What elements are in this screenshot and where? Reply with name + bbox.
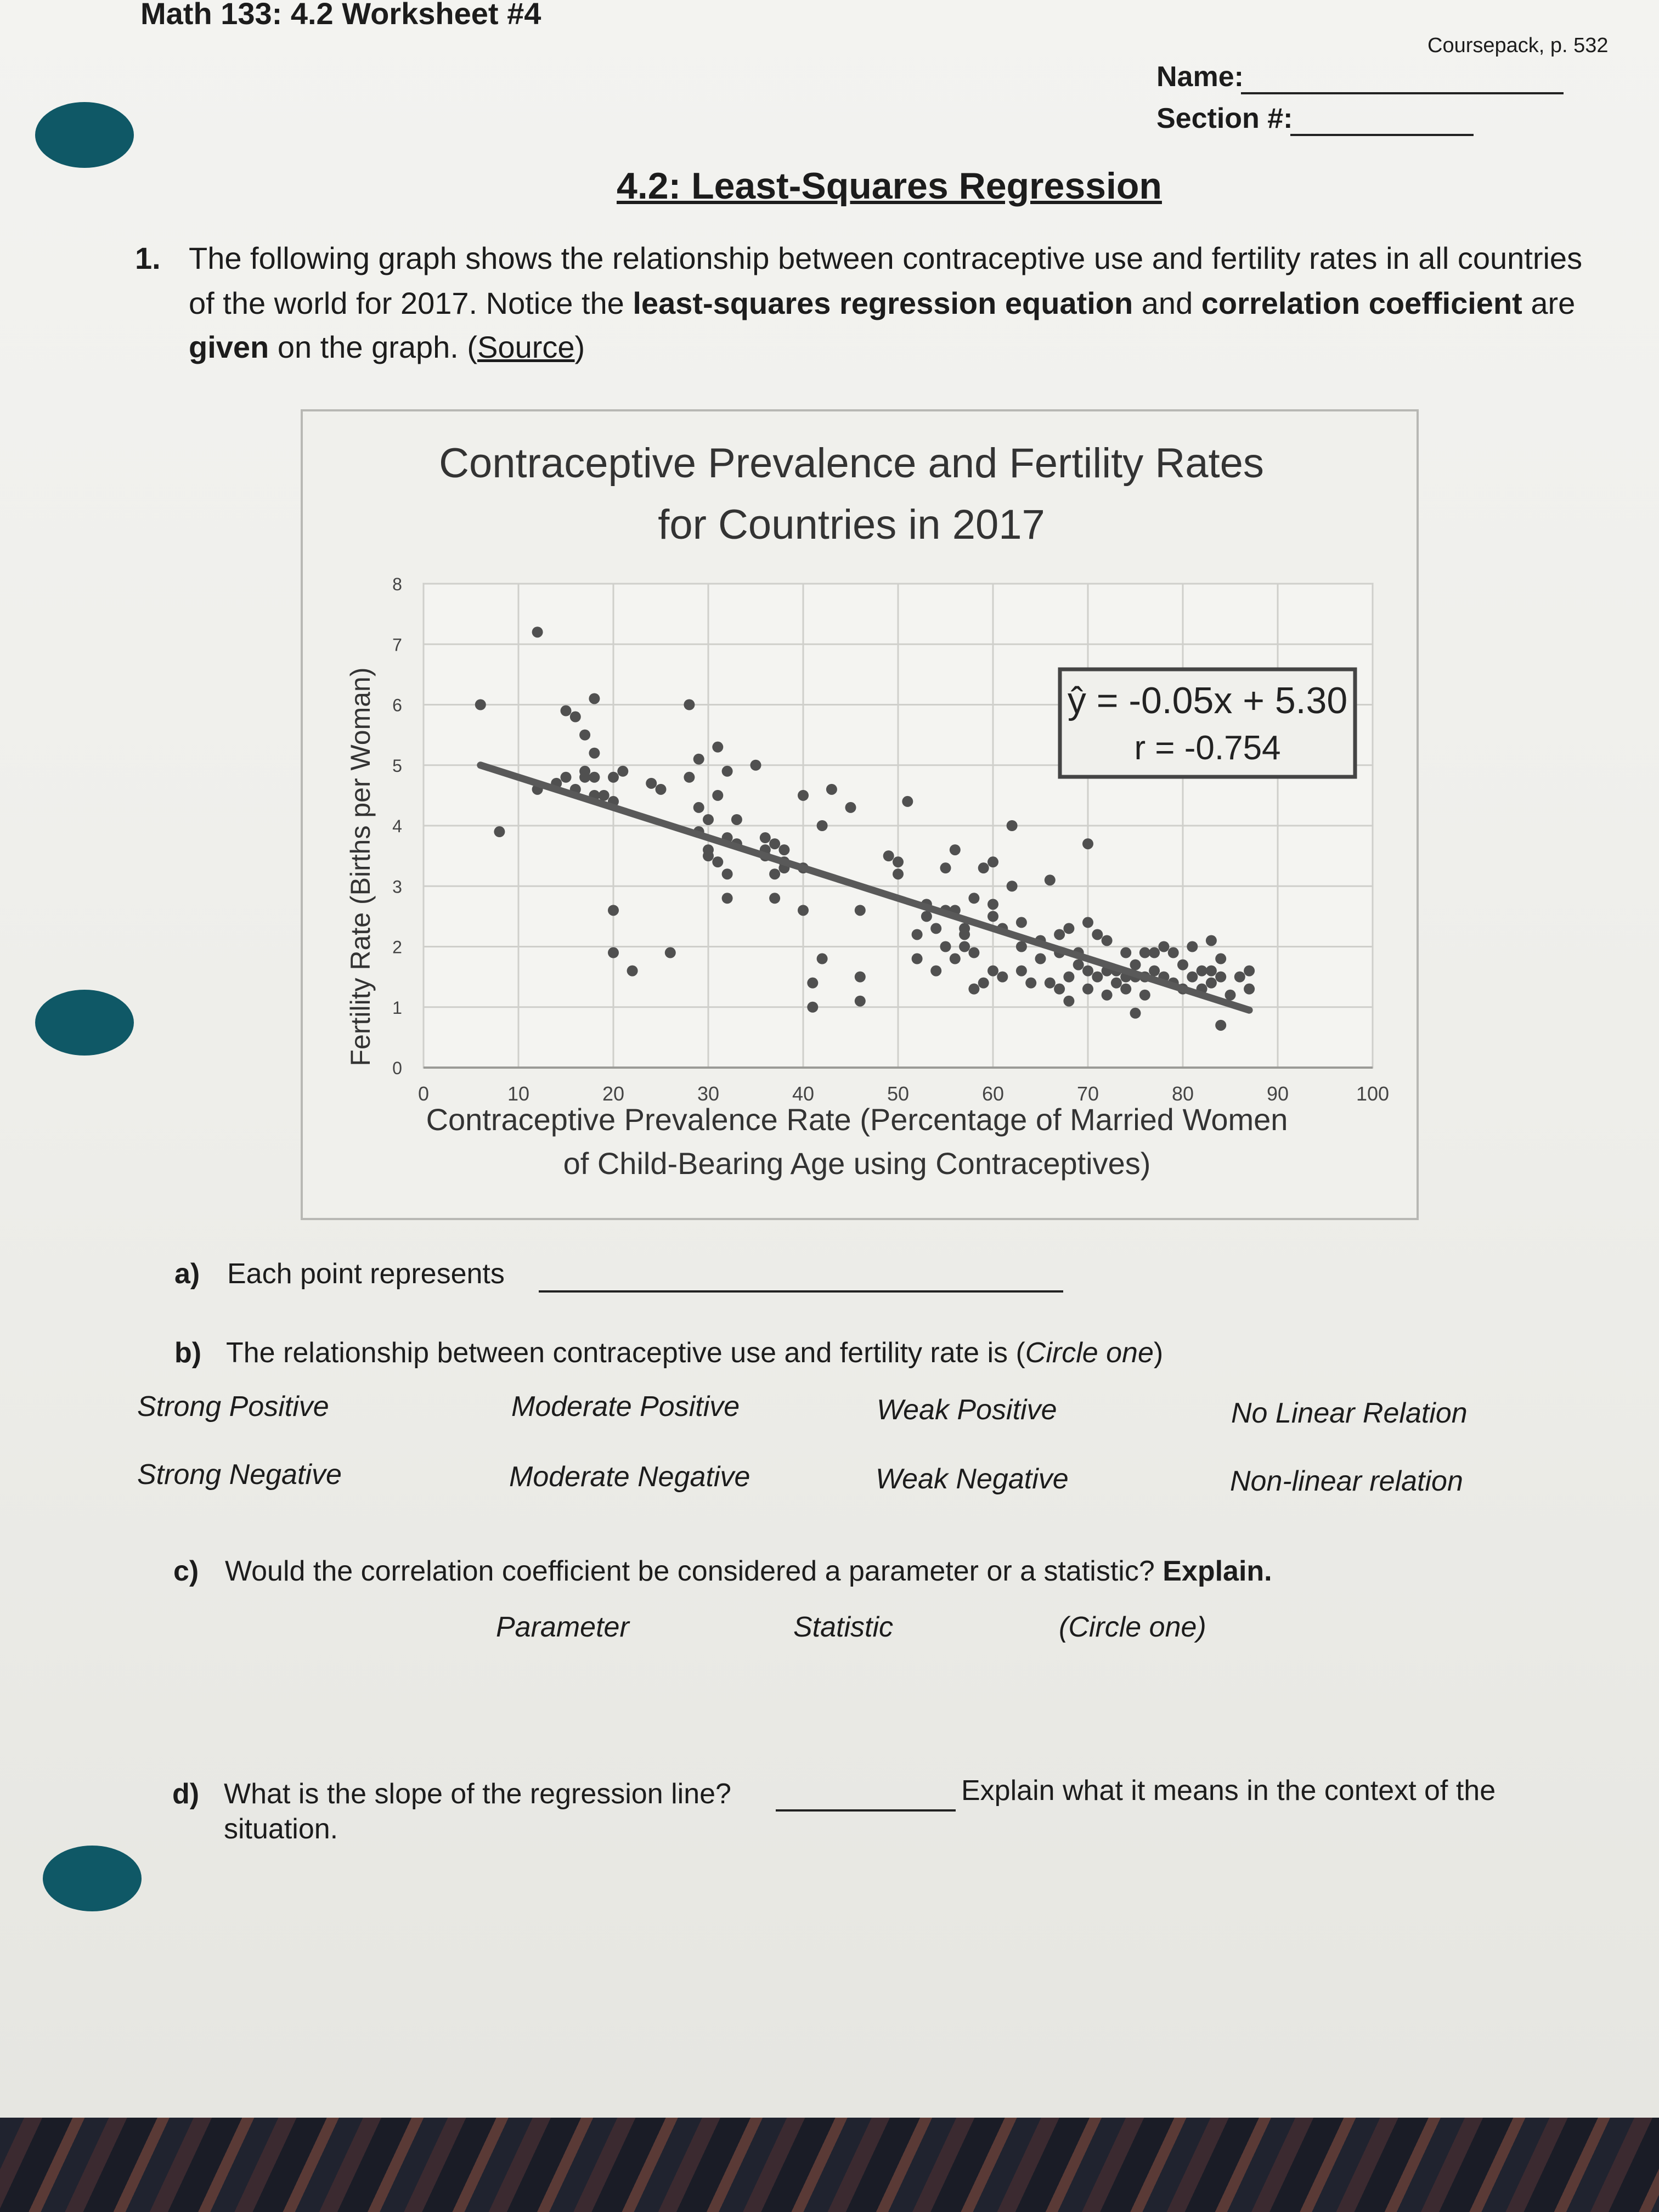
data-point	[1092, 929, 1103, 940]
data-point	[807, 978, 818, 989]
source-link[interactable]: Source	[477, 330, 575, 364]
explain-term: Explain.	[1163, 1555, 1272, 1587]
data-point	[475, 699, 486, 710]
data-point	[703, 814, 714, 825]
data-point	[1168, 947, 1179, 958]
data-point	[1007, 820, 1018, 831]
data-point	[807, 1002, 818, 1013]
question1-text: on the graph. (	[269, 330, 478, 364]
data-point	[1082, 838, 1093, 849]
question-b-label: b)	[174, 1337, 202, 1369]
circle-one-note: (Circle one)	[1059, 1611, 1206, 1643]
hole-punch	[35, 102, 134, 168]
y-tick-label: 3	[392, 877, 402, 897]
data-point	[656, 784, 667, 795]
data-point	[599, 790, 610, 801]
question-c-label: c)	[173, 1555, 199, 1587]
page-title: 4.2: Least-Squares Regression	[617, 165, 1162, 207]
data-point	[769, 893, 780, 904]
x-tick-label: 50	[887, 1082, 910, 1105]
scatter-chart	[301, 409, 1419, 1220]
data-point	[1206, 966, 1217, 977]
question-c-main: Would the correlation coefficient be considered a parameter or a statistic?	[225, 1555, 1163, 1587]
data-point	[1073, 960, 1084, 970]
data-point	[617, 766, 628, 777]
data-point	[893, 856, 904, 867]
data-point	[751, 760, 761, 771]
data-point	[950, 953, 961, 964]
data-point	[1149, 966, 1160, 977]
given-term: given	[189, 330, 269, 364]
question-b-main: The relationship between contraceptive use and fertility rate is (	[226, 1337, 1025, 1369]
data-point	[722, 868, 733, 879]
option-no-linear-relation[interactable]: No Linear Relation	[1231, 1397, 1468, 1429]
y-tick-label: 2	[392, 937, 402, 957]
x-tick-label: 70	[1076, 1082, 1099, 1105]
question-a-text: Each point represents	[227, 1258, 505, 1290]
x-tick-label: 40	[792, 1082, 815, 1105]
data-point	[561, 772, 572, 783]
hole-punch	[43, 1846, 142, 1911]
question-d-text-cont: situation.	[224, 1813, 338, 1845]
x-tick-label: 0	[417, 1082, 430, 1105]
data-point	[722, 766, 733, 777]
data-point	[778, 844, 789, 855]
option-weak-positive[interactable]: Weak Positive	[877, 1394, 1057, 1426]
hole-punch	[35, 990, 134, 1056]
data-point	[684, 699, 695, 710]
data-point	[1187, 972, 1198, 983]
data-point	[826, 784, 837, 795]
y-tick-label: 4	[392, 816, 402, 836]
data-point	[570, 712, 581, 723]
option-non-linear-relation[interactable]: Non-linear relation	[1230, 1465, 1463, 1497]
data-point	[988, 966, 998, 977]
data-point	[997, 972, 1008, 983]
regression-equation: ŷ = -0.05x + 5.30	[1067, 680, 1348, 721]
data-point	[693, 754, 704, 765]
data-point	[1102, 935, 1113, 946]
coursepack-reference: Coursepack, p. 532	[1427, 34, 1609, 57]
data-point	[1025, 978, 1036, 989]
data-point	[798, 905, 809, 916]
data-point	[1054, 929, 1065, 940]
data-point	[1016, 941, 1027, 952]
x-tick-label: 10	[507, 1082, 530, 1105]
correlation-coefficient: r = -0.754	[1134, 729, 1281, 767]
data-point	[968, 893, 979, 904]
data-point	[769, 838, 780, 849]
data-point	[912, 953, 923, 964]
data-point	[893, 868, 904, 879]
data-point	[978, 978, 989, 989]
chart-title-line2: for Countries in 2017	[658, 501, 1045, 548]
data-point	[1215, 953, 1226, 964]
x-tick-label: 80	[1171, 1082, 1194, 1105]
data-point	[1054, 984, 1065, 995]
data-point	[1082, 966, 1093, 977]
y-tick-label: 7	[392, 635, 402, 655]
data-point	[1215, 972, 1226, 983]
data-point	[883, 850, 894, 861]
data-point	[712, 742, 723, 753]
option-statistic[interactable]: Statistic	[793, 1611, 894, 1643]
circle-one-note: Circle one	[1025, 1337, 1154, 1369]
data-point	[1139, 947, 1150, 958]
data-point	[1063, 923, 1074, 934]
data-point	[1063, 996, 1074, 1007]
section-label: Section #:	[1156, 103, 1293, 134]
data-point	[1177, 960, 1188, 970]
data-point	[855, 996, 866, 1007]
data-point	[627, 966, 638, 977]
question-b-text	[226, 1336, 1163, 1369]
data-point	[646, 778, 657, 789]
data-point	[712, 790, 723, 801]
question1-line3	[189, 329, 585, 365]
data-point	[930, 966, 941, 977]
data-point	[579, 730, 590, 741]
x-tick-label: 60	[981, 1082, 1005, 1105]
data-point	[1130, 1008, 1141, 1019]
question1-line2	[189, 285, 1575, 321]
data-point	[940, 941, 951, 952]
data-point	[1206, 935, 1217, 946]
question1-text: of the world for 2017. Notice the	[189, 286, 633, 320]
y-tick-label: 6	[392, 695, 402, 715]
data-point	[693, 802, 704, 813]
answer-a-blank[interactable]	[539, 1290, 1063, 1293]
data-point	[1111, 978, 1122, 989]
data-point	[703, 844, 714, 855]
question-d-label: d)	[172, 1778, 200, 1810]
data-point	[845, 802, 856, 813]
data-point	[1197, 966, 1207, 977]
question-number: 1.	[135, 241, 161, 275]
data-point	[712, 856, 723, 867]
question-c-text	[225, 1555, 1272, 1588]
question-d-explain: Explain what it means in the context of the	[961, 1775, 1496, 1807]
data-point	[1035, 953, 1046, 964]
data-point	[817, 953, 828, 964]
data-point	[1139, 990, 1150, 1001]
data-point	[921, 911, 932, 922]
x-tick-label: 100	[1356, 1082, 1390, 1105]
data-point	[494, 826, 505, 837]
data-point	[1092, 972, 1103, 983]
data-point	[1045, 978, 1056, 989]
option-strong-negative[interactable]: Strong Negative	[137, 1459, 342, 1491]
worksheet-title: Math 133: 4.2 Worksheet #4	[140, 0, 541, 31]
x-axis-label-line2: of Child-Bearing Age using Contraceptives)	[563, 1146, 1151, 1181]
data-point	[1045, 874, 1056, 885]
data-point	[855, 972, 866, 983]
option-moderate-negative[interactable]: Moderate Negative	[509, 1461, 751, 1493]
x-tick-label: 30	[697, 1082, 720, 1105]
data-point	[1234, 972, 1245, 983]
data-point	[608, 947, 619, 958]
data-point	[968, 984, 979, 995]
data-point	[988, 911, 998, 922]
name-label: Name:	[1156, 61, 1244, 93]
data-point	[589, 748, 600, 759]
data-point	[1187, 941, 1198, 952]
data-point	[1007, 881, 1018, 891]
data-point	[988, 899, 998, 910]
data-point	[1244, 966, 1255, 977]
data-point	[988, 856, 998, 867]
option-moderate-positive[interactable]: Moderate Positive	[511, 1391, 740, 1423]
question-a-label: a)	[174, 1258, 200, 1290]
data-point	[1082, 984, 1093, 995]
x-axis-label-line1: Contraceptive Prevalence Rate (Percentage of Married Women	[426, 1102, 1288, 1137]
x-tick-label: 90	[1266, 1082, 1289, 1105]
data-point	[1149, 947, 1160, 958]
data-point	[589, 772, 600, 783]
question1-text: are	[1522, 286, 1576, 320]
question1-text: )	[574, 330, 585, 364]
data-point	[978, 862, 989, 873]
data-point	[1120, 947, 1131, 958]
y-tick-label: 5	[392, 755, 402, 776]
data-point	[722, 893, 733, 904]
data-point	[1102, 990, 1113, 1001]
regression-box	[1060, 669, 1355, 777]
slope-answer-blank[interactable]	[776, 1809, 956, 1812]
option-strong-positive[interactable]: Strong Positive	[137, 1391, 329, 1423]
data-point	[1082, 917, 1093, 928]
chart-svg	[303, 411, 1417, 1218]
data-point	[950, 844, 961, 855]
chart-title-line1: Contraceptive Prevalence and Fertility Rates	[439, 440, 1264, 487]
option-weak-negative[interactable]: Weak Negative	[876, 1463, 1069, 1495]
data-point	[798, 790, 809, 801]
data-point	[731, 814, 742, 825]
data-point	[817, 820, 828, 831]
y-tick-label: 0	[392, 1058, 402, 1078]
data-point	[959, 941, 970, 952]
data-point	[1016, 917, 1027, 928]
data-point	[912, 929, 923, 940]
data-point	[930, 923, 941, 934]
data-point	[1215, 1020, 1226, 1031]
y-tick-label: 8	[392, 574, 402, 594]
option-parameter[interactable]: Parameter	[496, 1611, 629, 1643]
data-point	[608, 772, 619, 783]
data-point	[665, 947, 676, 958]
data-point	[1244, 984, 1255, 995]
data-point	[561, 706, 572, 716]
data-point	[579, 772, 590, 783]
data-point	[1225, 990, 1236, 1001]
question1-text: and	[1133, 286, 1201, 320]
data-point	[1158, 941, 1169, 952]
data-point	[902, 796, 913, 807]
y-axis-label: Fertility Rate (Births per Woman)	[345, 667, 376, 1066]
data-point	[684, 772, 695, 783]
data-point	[1016, 966, 1027, 977]
data-point	[1063, 972, 1074, 983]
data-point	[940, 862, 951, 873]
data-point	[1120, 984, 1131, 995]
data-point	[608, 905, 619, 916]
y-tick-label: 1	[392, 997, 402, 1018]
data-point	[968, 947, 979, 958]
question-d-text: What is the slope of the regression line?	[224, 1778, 731, 1810]
name-blank[interactable]	[1241, 92, 1564, 94]
data-point	[769, 868, 780, 879]
data-point	[589, 693, 600, 704]
data-point	[1206, 978, 1217, 989]
correlation-coefficient-term: correlation coefficient	[1201, 286, 1522, 320]
section-blank[interactable]	[1290, 134, 1474, 136]
question-b-end: )	[1153, 1337, 1164, 1369]
data-point	[1130, 960, 1141, 970]
question1-line1: The following graph shows the relationship between contraceptive use and fertility rates in all countries	[189, 241, 1583, 275]
data-point	[959, 929, 970, 940]
regression-equation-term: least-squares regression equation	[633, 286, 1133, 320]
data-point	[760, 832, 771, 843]
data-point	[532, 627, 543, 637]
x-tick-label: 20	[602, 1082, 625, 1105]
table-cloth-background	[0, 2118, 1659, 2212]
data-point	[855, 905, 866, 916]
